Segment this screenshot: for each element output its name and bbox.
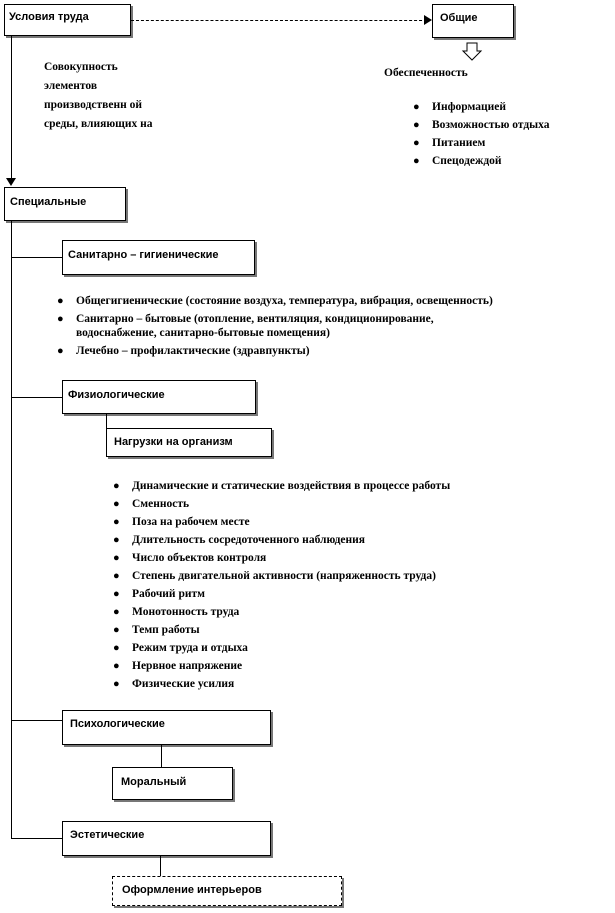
list-item-text: Санитарно – бытовые (отопление, вентиляция, кондиционирование, водоснабжение, санитарно-бытовые помещения) xyxy=(76,313,434,339)
list-item-text: Возможностью отдыха xyxy=(432,119,550,131)
list-item: ● Число объектов контроля xyxy=(113,552,267,564)
connector-trunk xyxy=(11,36,12,179)
conditions-label: Условия труда xyxy=(9,11,89,23)
list-item-text: Спецодеждой xyxy=(432,155,502,167)
list-item-text: Монотонность труда xyxy=(132,606,240,618)
moral-label: Моральный xyxy=(121,776,187,788)
list-item-text: Сменность xyxy=(132,498,190,510)
list-item-text: Поза на рабочем месте xyxy=(132,516,250,528)
list-item-text: Режим труда и отдыха xyxy=(132,642,248,654)
list-item: ● Информацией xyxy=(413,101,506,113)
list-item: ● Питанием xyxy=(413,137,486,149)
connector-physio-load xyxy=(106,414,107,428)
list-item: ● Лечебно – профилактические (здравпункты) xyxy=(57,345,310,357)
list-item: ● Темп работы xyxy=(113,624,200,636)
list-item-text: Рабочий ритм xyxy=(132,588,205,600)
list-item: ● Рабочий ритм xyxy=(113,588,205,600)
list-item-text: Темп работы xyxy=(132,624,200,636)
connector-sanitary xyxy=(11,257,62,258)
general-label: Общие xyxy=(440,12,478,24)
interiors-label: Оформление интерьеров xyxy=(122,884,262,896)
aesthetic-label: Эстетические xyxy=(70,829,145,841)
connector-psycho-moral xyxy=(161,745,162,767)
list-item: ● Спецодеждой xyxy=(413,155,502,167)
connector-aesthetic xyxy=(11,838,62,839)
connector-physiological xyxy=(11,397,62,398)
load-label: Нагрузки на организм xyxy=(114,436,233,448)
list-item-text: Физические усилия xyxy=(132,678,235,690)
list-item: ● Возможностью отдыха xyxy=(413,119,550,131)
physiological-label: Физиологические xyxy=(68,389,165,401)
list-item: ● Длительность сосредоточенного наблюдения xyxy=(113,534,366,546)
sanitary-list xyxy=(56,294,596,362)
sanitary-label: Санитарно – гигиенические xyxy=(68,249,219,261)
list-item: ● Режим труда и отдыха xyxy=(113,642,248,654)
list-item: ● Монотонность труда xyxy=(113,606,240,618)
list-item-text: Питанием xyxy=(432,137,486,149)
arrow-conditions-general xyxy=(131,20,427,22)
list-item-text: Информацией xyxy=(432,101,506,113)
list-item-text: Число объектов контроля xyxy=(132,552,267,564)
description-text: Совокупность элементов производственн ой среды, влияющих на xyxy=(44,61,153,130)
connector-special-trunk xyxy=(11,221,12,838)
load-list xyxy=(112,477,450,693)
list-item: ● Нервное напряжение xyxy=(113,660,243,672)
list-item-text: Лечебно – профилактические (здравпункты) xyxy=(76,345,310,357)
list-item: ● Общегигиенические (состояние воздуха, температура, вибрация, освещенность) xyxy=(57,295,493,307)
list-item-text: Общегигиенические (состояние воздуха, температура, вибрация, освещенность) xyxy=(76,295,493,307)
list-item-text: Динамические и статические воздействия в процессе работы xyxy=(132,480,451,492)
list-item: ● Степень двигательной активности (напряженность труда) xyxy=(113,570,436,582)
special-label: Специальные xyxy=(10,196,87,208)
list-item: ● Динамические и статические воздействия в процессе работы xyxy=(113,480,451,492)
list-item-text: Длительность сосредоточенного наблюдения xyxy=(132,534,366,546)
psychological-label: Психологические xyxy=(70,718,165,730)
provision-list xyxy=(412,98,549,170)
provision-title: Обеспеченность xyxy=(384,67,468,79)
connector-psychological xyxy=(11,720,62,721)
list-item: ● Сменность xyxy=(113,498,190,510)
hollow-down-arrow-icon xyxy=(461,42,483,62)
list-item-text: Нервное напряжение xyxy=(132,660,243,672)
list-item: ● Физические усилия xyxy=(113,678,235,690)
list-item-text: Степень двигательной активности (напряженность труда) xyxy=(132,570,436,582)
list-item: ● Санитарно – бытовые (отопление, вентиляция, кондиционирование, водоснабжение, санитарно-бытовые помещения) xyxy=(57,313,434,339)
arrowhead-down-icon xyxy=(6,178,17,187)
list-item: ● Поза на рабочем месте xyxy=(113,516,250,528)
connector-aesthetic-interiors xyxy=(160,856,161,876)
